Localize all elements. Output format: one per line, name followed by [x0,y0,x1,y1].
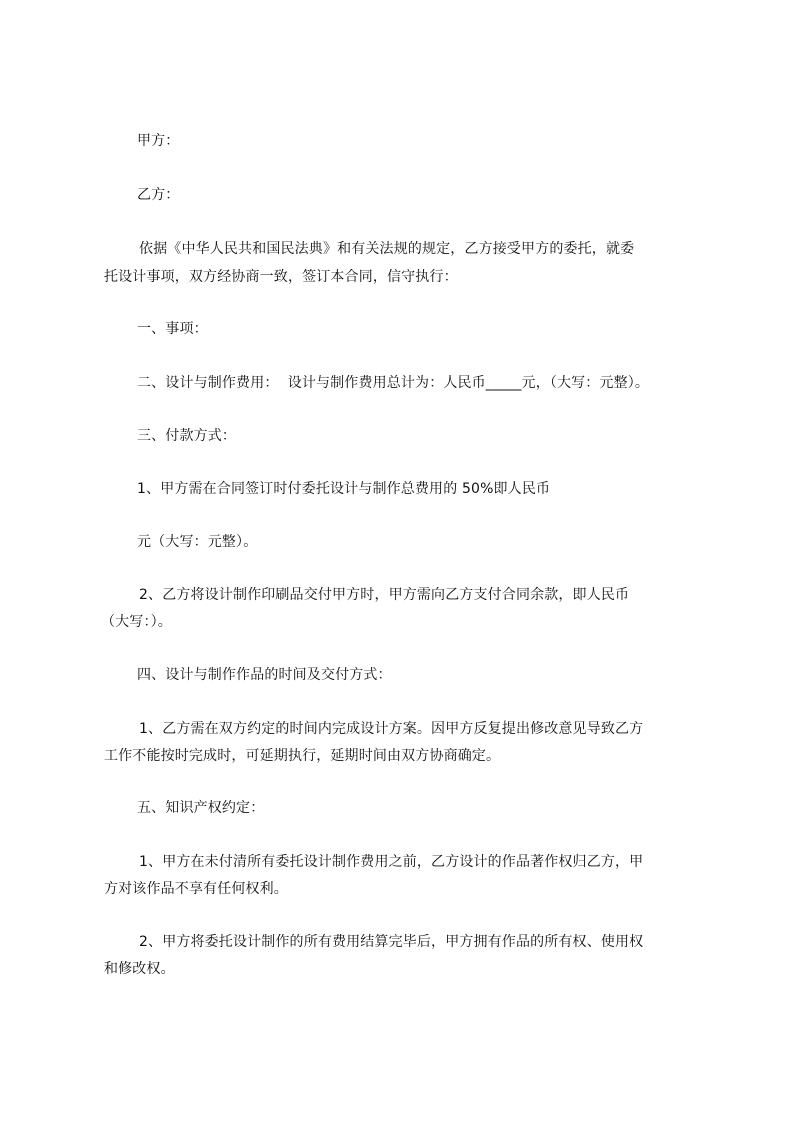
section-5-heading: 五、知识产权约定： [137,800,265,816]
section-3-item-2-line-2: （大写：）。 [101,614,172,630]
section-3-item-1-line-1: 1、甲方需在合同签订时付委托设计与制作总费用的 50%即人民币 [137,481,551,497]
section-1-heading: 一、事项： [137,321,208,337]
section-5-item-2-line-1: 2、甲方将委托设计制作的所有费用结算完毕后，甲方拥有作品的所有权、使用权 [139,934,644,950]
party-a-label: 甲方： [137,133,180,149]
intro-line-2: 托设计事项，双方经协商一致，签订本合同，信守执行： [104,269,458,285]
section-3-heading: 三、付款方式： [137,428,237,444]
intro-line-1: 依据《中华人民共和国民法典》和有关法规的规定，乙方接受甲方的委托，就委 [139,241,635,257]
section-5-item-1-line-1: 1、甲方在未付清所有委托设计制作费用之前，乙方设计的作品著作权归乙方，甲 [139,854,644,870]
section-2-fee-paragraph: 二、设计与制作费用： 设计与制作费用总计为：人民币_____元，（大写：元整）。 [137,375,650,391]
section-3-item-1-line-2: 元（大写：元整）。 [137,534,258,550]
section-5-item-1-line-2: 方对该作品不享有任何权利。 [104,881,288,897]
section-4-item-1-line-1: 1、乙方需在双方约定的时间内完成设计方案。因甲方反复提出修改意见导致乙方 [139,721,644,737]
section-5-item-2-line-2: 和修改权。 [104,961,175,977]
party-b-label: 乙方： [137,187,180,203]
section-4-heading: 四、设计与制作作品的时间及交付方式： [137,667,392,683]
section-4-item-1-line-2: 工作不能按时完成时，可延期执行，延期时间由双方协商确定。 [104,748,501,764]
section-3-item-2-line-1: 2、乙方将设计制作印刷品交付甲方时，甲方需向乙方支付合同余款，即人民币 [139,587,630,603]
